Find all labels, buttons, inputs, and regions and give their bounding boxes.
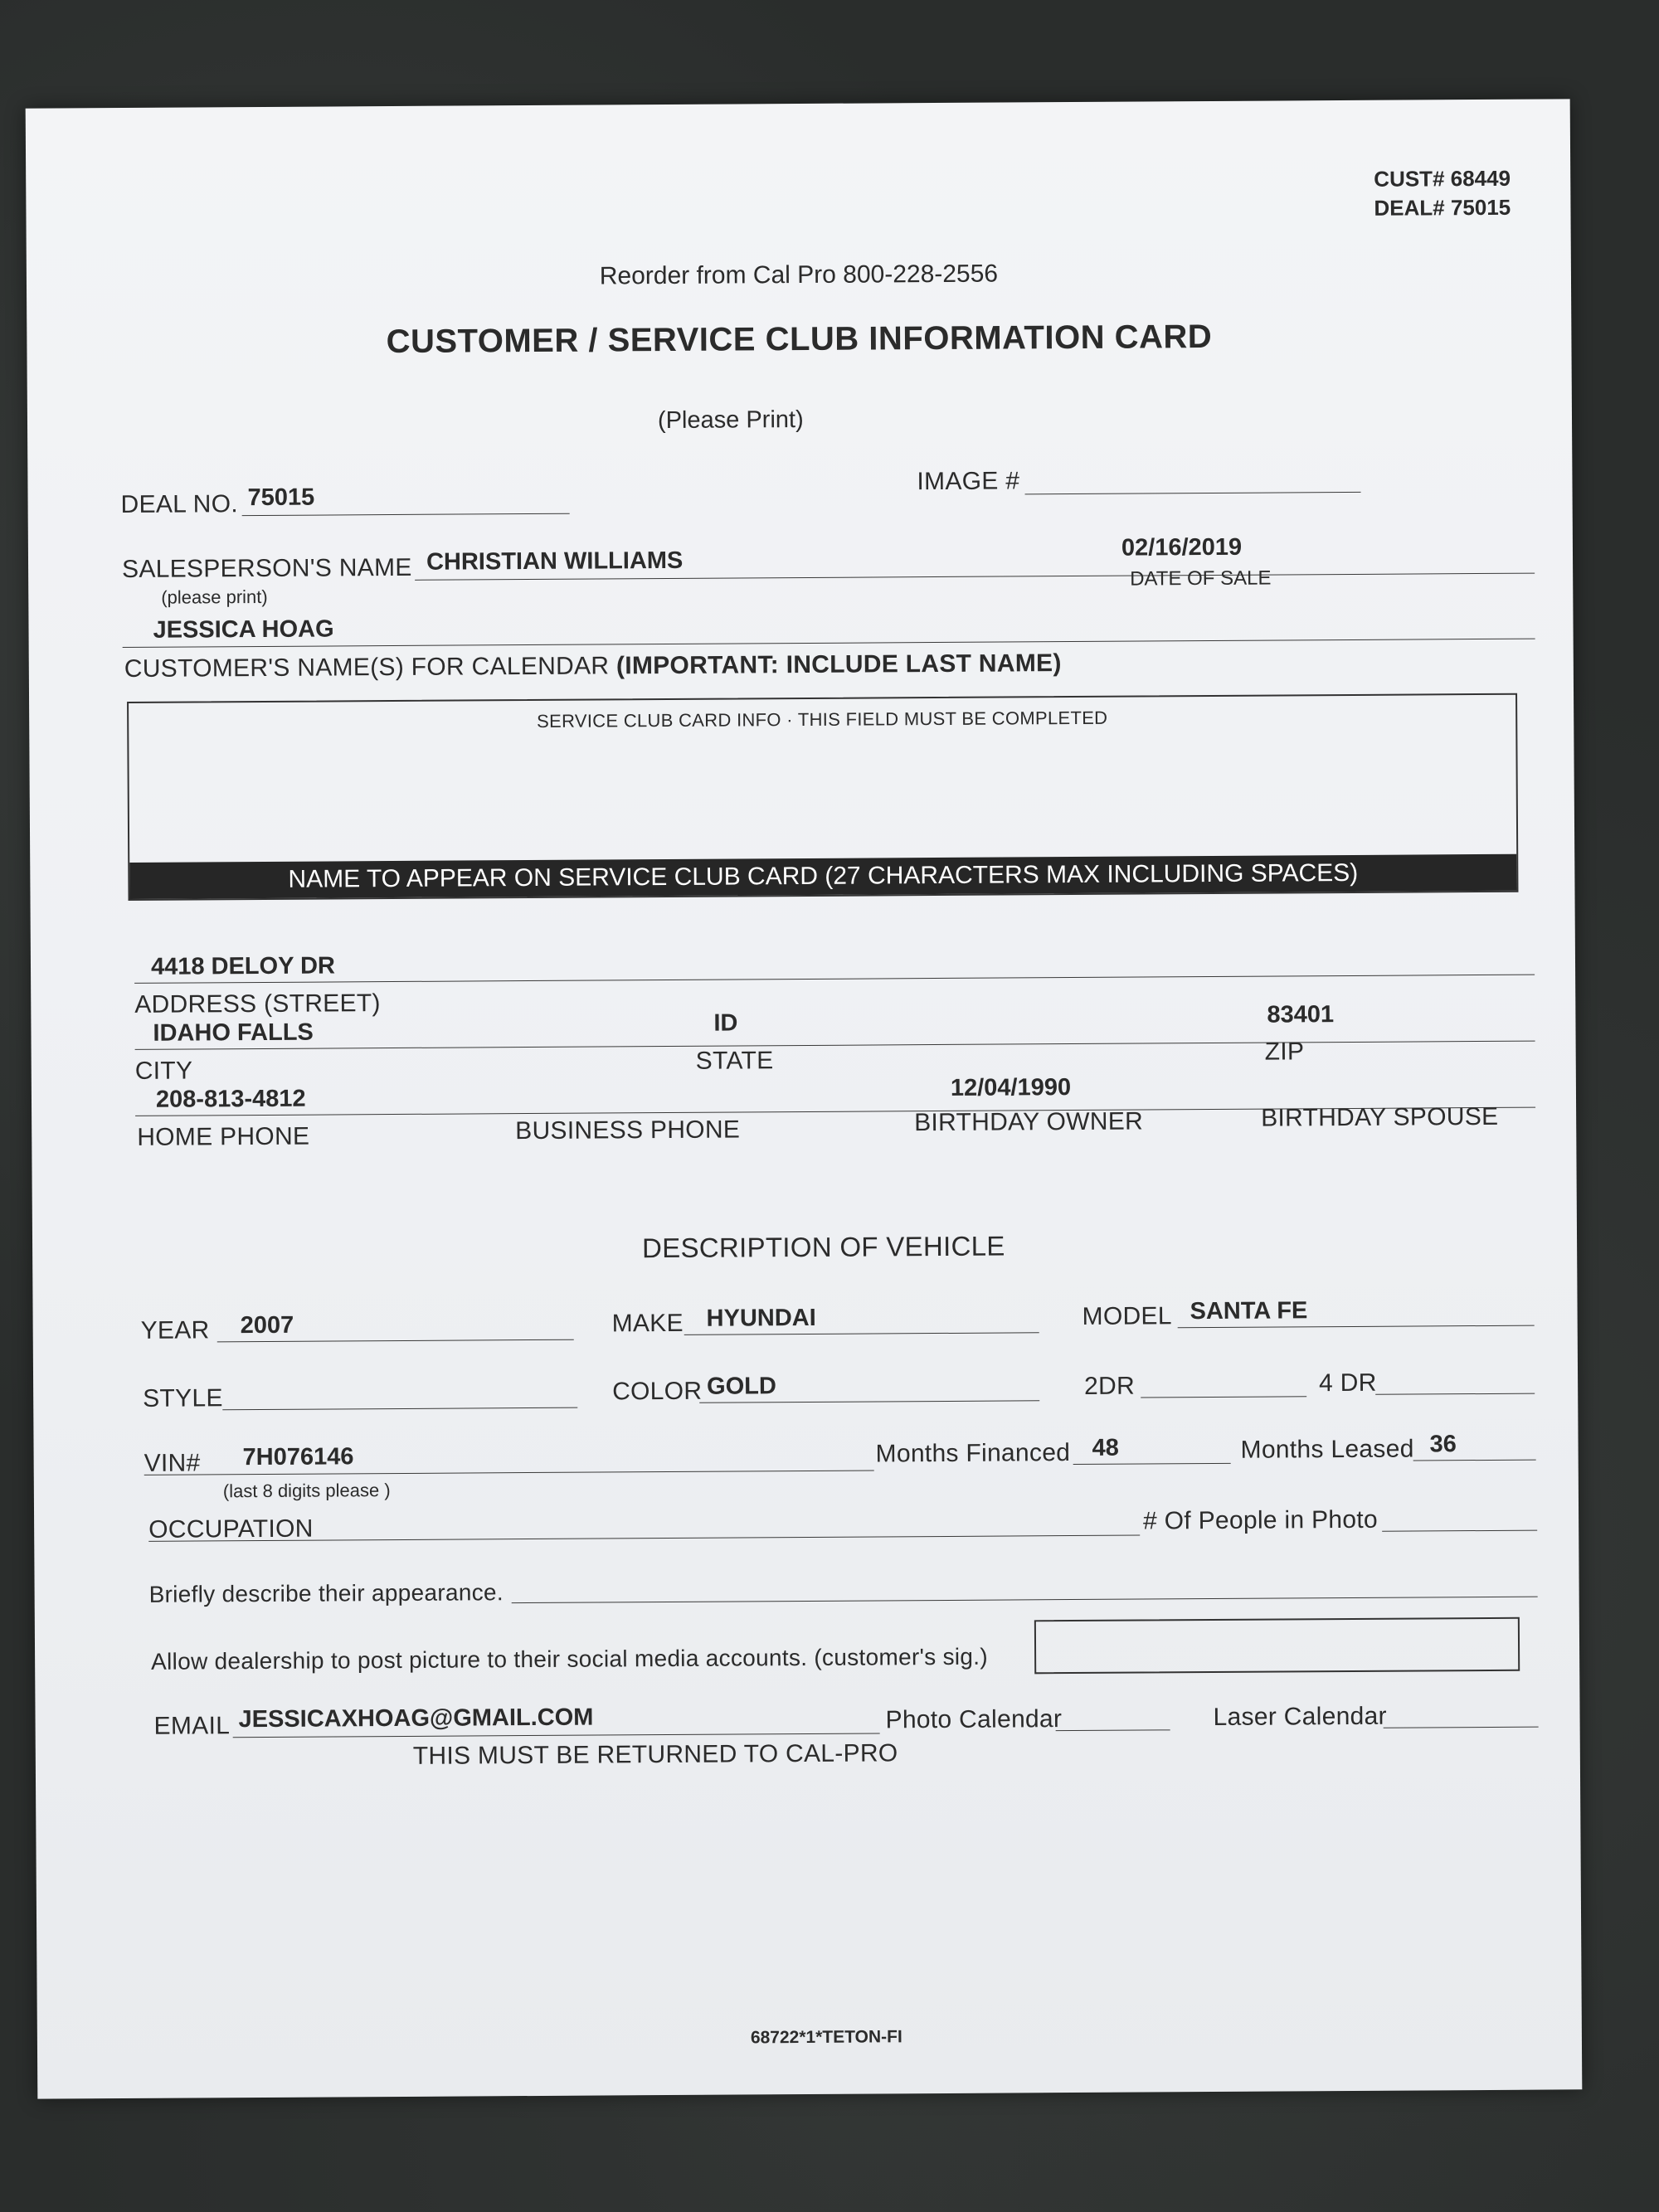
address-line[interactable] <box>134 975 1535 984</box>
style-line[interactable] <box>222 1407 577 1411</box>
state-value: ID <box>713 1009 738 1037</box>
salesperson-value: CHRISTIAN WILLIAMS <box>426 547 684 576</box>
make-label: MAKE <box>611 1309 684 1338</box>
year-line[interactable] <box>217 1339 574 1343</box>
please-print-note: (Please Print) <box>657 406 804 435</box>
appearance-line[interactable] <box>512 1597 1538 1604</box>
model-value: SANTA FE <box>1190 1297 1308 1325</box>
customer-signature-box[interactable] <box>1034 1617 1520 1675</box>
deal-no-label: DEAL NO. <box>120 490 239 519</box>
service-club-name-bar: NAME TO APPEAR ON SERVICE CLUB CARD (27 CHARACTERS MAX INCLUDING SPACES) <box>129 854 1516 899</box>
people-in-photo-line[interactable] <box>1382 1530 1537 1532</box>
model-label: MODEL <box>1082 1302 1172 1330</box>
photo-calendar-line[interactable] <box>1056 1729 1170 1731</box>
cust-number: CUST# 68449 <box>1374 165 1511 192</box>
year-label: YEAR <box>140 1316 210 1344</box>
photo-calendar-label: Photo Calendar <box>885 1705 1063 1734</box>
zip-label: ZIP <box>1264 1038 1305 1066</box>
customer-name-value: JESSICA HOAG <box>153 615 334 644</box>
image-no-label: IMAGE # <box>917 467 1020 496</box>
deal-no-line[interactable] <box>242 513 570 516</box>
four-door-label: 4 DR <box>1319 1369 1377 1398</box>
make-value: HYUNDAI <box>706 1304 816 1332</box>
occupation-label: OCCUPATION <box>148 1514 314 1544</box>
deal-no-value: 75015 <box>247 484 315 512</box>
birthday-owner-label: BIRTHDAY OWNER <box>914 1107 1144 1137</box>
vin-value: 7H076146 <box>242 1443 354 1471</box>
salesperson-sublabel: (please print) <box>161 586 268 608</box>
address-value: 4418 DELOY DR <box>150 952 335 980</box>
people-in-photo-label: # Of People in Photo <box>1143 1505 1379 1535</box>
customer-name-line[interactable] <box>123 639 1535 648</box>
color-line[interactable] <box>699 1400 1039 1403</box>
business-phone-label: BUSINESS PHONE <box>515 1116 741 1145</box>
email-label: EMAIL <box>153 1712 231 1740</box>
return-note: THIS MUST BE RETURNED TO CAL-PRO <box>412 1739 898 1770</box>
date-of-sale-value: 02/16/2019 <box>1121 533 1243 562</box>
image-no-line[interactable] <box>1025 492 1361 494</box>
vin-sublabel: (last 8 digits please ) <box>222 1480 391 1502</box>
salesperson-label: SALESPERSON'S NAME <box>121 553 412 584</box>
home-phone-value: 208-813-4812 <box>155 1085 306 1113</box>
customer-name-label-text: CUSTOMER'S NAME(S) FOR CALENDAR <box>124 652 610 683</box>
service-club-box-label: SERVICE CLUB CARD INFO · THIS FIELD MUST BE COMPLETED <box>537 707 1108 732</box>
birthday-spouse-label: BIRTHDAY SPOUSE <box>1261 1102 1499 1132</box>
color-value: GOLD <box>707 1373 776 1400</box>
address-label: ADDRESS (STREET) <box>134 989 381 1018</box>
appearance-label: Briefly describe their appearance. <box>148 1579 504 1607</box>
service-club-box <box>127 693 1518 901</box>
months-leased-value: 36 <box>1429 1431 1457 1458</box>
customer-name-label-important: (IMPORTANT: INCLUDE LAST NAME) <box>615 649 1062 680</box>
months-financed-label: Months Financed <box>875 1439 1071 1468</box>
city-state-zip-line[interactable] <box>135 1041 1535 1050</box>
home-phone-label: HOME PHONE <box>137 1122 310 1151</box>
year-value: 2007 <box>240 1311 294 1339</box>
city-value: IDAHO FALLS <box>153 1018 314 1047</box>
vehicle-heading: DESCRIPTION OF VEHICLE <box>641 1230 1005 1264</box>
months-financed-value: 48 <box>1092 1434 1119 1461</box>
two-door-line[interactable] <box>1141 1396 1306 1398</box>
deal-number-header: DEAL# 75015 <box>1374 194 1511 221</box>
style-label: STYLE <box>143 1384 223 1412</box>
zip-value: 83401 <box>1267 1001 1335 1028</box>
laser-calendar-line[interactable] <box>1384 1727 1539 1728</box>
social-media-label: Allow dealership to post picture to their social media accounts. (customer's sig.) <box>151 1643 989 1675</box>
months-leased-label: Months Leased <box>1240 1435 1414 1464</box>
color-label: COLOR <box>612 1377 703 1406</box>
four-door-line[interactable] <box>1375 1393 1535 1395</box>
form-title: CUSTOMER / SERVICE CLUB INFORMATION CARD <box>386 318 1213 361</box>
months-leased-line[interactable] <box>1413 1460 1536 1461</box>
months-financed-line[interactable] <box>1073 1463 1231 1465</box>
email-line[interactable] <box>233 1733 880 1738</box>
vin-label: VIN# <box>144 1449 201 1477</box>
birthday-owner-value: 12/04/1990 <box>950 1074 1072 1101</box>
make-line[interactable] <box>684 1332 1039 1335</box>
laser-calendar-label: Laser Calendar <box>1213 1702 1387 1731</box>
city-label: CITY <box>134 1057 193 1085</box>
customer-name-label <box>124 649 1062 683</box>
email-value: JESSICAXHOAG@GMAIL.COM <box>238 1704 594 1733</box>
reorder-note: Reorder from Cal Pro 800-228-2556 <box>599 260 999 290</box>
two-door-label: 2DR <box>1084 1372 1136 1400</box>
footer-code: 68722*1*TETON-FI <box>750 2027 902 2048</box>
date-of-sale-label: DATE OF SALE <box>1130 566 1272 591</box>
model-line[interactable] <box>1178 1325 1535 1329</box>
information-card-paper <box>26 99 1583 2098</box>
state-label: STATE <box>695 1047 774 1075</box>
